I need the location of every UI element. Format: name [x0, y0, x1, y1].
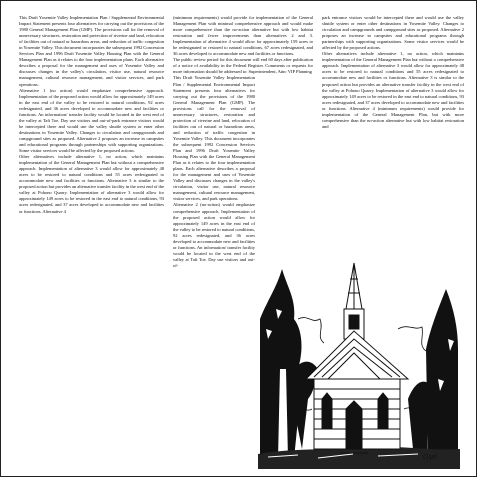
- text-column-1: [19, 15, 164, 215]
- paragraph: Alternative 1 (no action) would emphasize comprehensive approach. Implementation of the proposed action would allow for approximately 149 acres in the east end of the valley to be restored to natural conditions, 92 acres redesignated, and 36 acres developed to accommodate new and facilities or functions. An information/ transfer facility would be located in the west end of the valley at Taft Toe. Day use visitors and out-of-park entrance visitors would be intercepted there and would use the valley shuttle system or enter other destinations in Yosemite Valley. Changes to circulation and campgrounds and campground sites as proposed. Alternative 2 proposes an increase in campsites and educational programs through partnerships with supporting organizations. Some visitor services would be affected by the proposed actions.: [19, 87, 164, 154]
- text-column-3: [322, 15, 464, 130]
- paragraph: Other alternatives include alternative 1, no action, which maintains implementation of the General Management Plan but without a comprehensive approach. Implementation of alternative 3 would allow for approximately 48 acres to be restored to natural conditions and 55 acres redesignated to accommodate new and facilities or functions. Alternative 3 is similar to the proposed action but provides an alternative transfer facility in the west end of the valley at Pohono Quarry. Implementation of alternative 3 would allow for approximately 149 acres to be restored in the east end to natural conditions, 93 acres redesignated, and 37 acres developed to accommodate new and facilities or functions. Alternative 4 (minimum requirements) would provide for implementation of the General Management Plan, but with more comprehensive than the no-action alternative but with low habitat restoration and: [322, 51, 464, 129]
- chapel-illustration: [258, 259, 460, 469]
- paragraph: This Draft Yosemite Valley Implementation Plan / Supplemental Environmental Impact Statement presents four alternatives for carrying out the provisions of the 1980 General Management Plan (GMP). The provisions call for the removal of unnecessary structures, restoration and protection of riverine and land, relocation of facilities out of natural or hazardous areas, and reduction of traffic congestion in Yosemite Valley. This document incorporates the subsequent 1992 Concession Services Plan and 1996 Draft Yosemite Valley Housing Plan with the General Management Plan as it relates to the four implementation plans. Each alternative describes a proposal for the management and uses of Yosemite Valley and discusses changes in the valley's circulation, visitor use, natural resource management, cultural resource management, and visitor services, and park operations.: [19, 15, 164, 87]
- paragraph: This Draft Yosemite Valley Implementation Plan / Supplemental Environmental Impact Statement presents four alternatives for carrying out the provisions of the 1980 General Management Plan (GMP). The provisions call for the removal of unnecessary structures, restoration and protection of riverine and land, relocation of facilities out of natural or hazardous areas, and reduction of traffic congestion in Yosemite Valley. This document incorporates the subsequent 1992 Concession Services Plan and 1996 Draft Yosemite Valley Housing Plan with the General Management Plan as it relates to the four implementation plans. Each alternative describes a proposal for the management and uses of Yosemite Valley and discusses changes in the valley's circulation, visitor use, natural resource management, cultural resource management, visitor services, and park operations.: [173, 75, 255, 202]
- paragraph: (minimum requirements) would provide for implementation of the General Management Plan with minimal comprehensive approach and would make more comprehensive than the no-action alternative but with low habitat restoration and fewer improvements than alternatives 2 and 3. Implementation of alternative 4 would allow for approximately 159 acres to be redesignated or restored to natural conditions, 67 acres redesignated, and 36 acres developed to accommodate new and facilities or functions.: [173, 15, 313, 57]
- illustration-signature: Gyd: [423, 453, 438, 461]
- paragraph: Other alternatives include alternative 1, no action, which maintains implementation of the General Management Plan but without a comprehensive approach. Implementation of alternative 3 would allow for approximately 48 acres to be restored to natural conditions and 55 acres redesignated to accommodate new and facilities or functions. Alternative 3 is similar to the proposed action but provides an alternative transfer facility in the west end of the valley at Pohono Quarry. Implementation of alternative 3 would allow for approximately 149 acres to be restored in the east end to natural conditions, 93 acres redesignated, and 37 acres developed to accommodate new and facilities or functions. Alternative 4: [19, 154, 164, 214]
- paragraph: The public review period for this document will end 60 days after publication of a notice of availability in the Federal Register. Comments or requests for more information should be addressed to: Superintendent, Attn: VIP Planning: [173, 57, 313, 75]
- paragraph: Alternative 2 (no-action) would emphasize comprehensive approach. Implementation of the proposed action would allow for approximately 149 acres in the east end of the valley to be restored to natural conditions, 92 acres redesignated, and 36 acres developed to accommodate new and facilities or functions. An information/ transfer facility would be located in the west end of the valley at Taft Toe. Day use visitors and out-of-: [173, 202, 255, 268]
- paragraph: park entrance visitors would be intercepted there and would use the valley shuttle system or enter other destinations in Yosemite Valley. Changes to circulation and campgrounds and campground sites as proposed. Alternative 2 proposes an increase in campsites and educational programs through partnerships with supporting organizations. Some visitor services would be affected by the proposed actions.: [322, 15, 464, 51]
- text-column-2: [173, 15, 313, 269]
